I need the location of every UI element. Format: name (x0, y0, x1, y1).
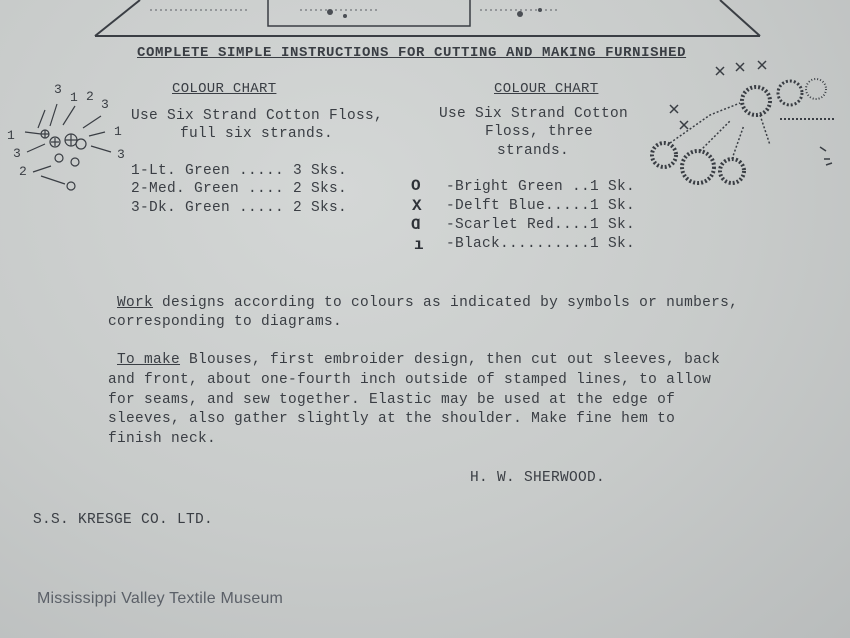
right-chart-item: -Black..........1 Sk. (446, 236, 636, 252)
make-paragraph-line: and front, about one-fourth inch outside of stamped lines, to allow (108, 372, 712, 388)
diagram-number: 1 (7, 128, 16, 143)
right-chart-instruction-2: Floss, three (485, 124, 594, 140)
work-lead: Work (117, 295, 154, 311)
diagram-number: 3 (13, 146, 22, 161)
diagram-number: 2 (86, 89, 95, 104)
line-symbol-icon: ı (414, 236, 424, 254)
make-paragraph-line: finish neck. (108, 431, 217, 447)
diagram-number: 3 (54, 82, 63, 97)
right-chart-title: COLOUR CHART (494, 81, 599, 97)
company-name: S.S. KRESGE CO. LTD. (33, 512, 214, 528)
right-chart-item: -Scarlet Red....1 Sk. (446, 217, 636, 233)
cross-symbol-icon: X (412, 197, 422, 215)
left-chart-item: 3-Dk. Green ..... 2 Sks. (131, 200, 348, 216)
hook-symbol-icon: Ɑ (411, 216, 421, 234)
signature: H. W. SHERWOOD. (470, 470, 606, 486)
diagram-number: 3 (101, 97, 110, 112)
diagram-number: 1 (114, 124, 123, 139)
left-chart-item: 2-Med. Green .... 2 Sks. (131, 181, 348, 197)
right-chart-instruction-3: strands. (497, 143, 570, 159)
work-paragraph-line-1 (117, 295, 738, 311)
left-chart-title: COLOUR CHART (172, 81, 277, 97)
right-chart-item: -Bright Green ..1 Sk. (446, 179, 636, 195)
stitch-diagram (5, 80, 115, 200)
left-chart-instruction-1: Use Six Strand Cotton Floss, (131, 108, 384, 124)
top-border-decoration (0, 0, 850, 40)
cross-stitch-motif (640, 55, 840, 195)
diagram-number: 3 (117, 147, 126, 162)
work-line-1-rest: designs according to colours as indicated by symbols or numbers, (153, 295, 739, 311)
diagram-number: 2 (19, 164, 28, 179)
right-chart-item: -Delft Blue.....1 Sk. (446, 198, 636, 214)
left-chart-item: 1-Lt. Green ..... 3 Sks. (131, 163, 348, 179)
diagram-number: 1 (70, 90, 79, 105)
work-paragraph-line-2: corresponding to diagrams. (108, 314, 343, 330)
make-paragraph-line: sleeves, also gather slightly at the shoulder. Make fine hem to (108, 411, 676, 427)
make-paragraph-line: for seams, and sew together. Elastic may be used at the edge of (108, 392, 676, 408)
make-paragraph-line-1 (117, 352, 720, 368)
right-chart-instruction-1: Use Six Strand Cotton (439, 106, 629, 122)
museum-watermark: Mississippi Valley Textile Museum (37, 590, 284, 607)
left-chart-instruction-2: full six strands. (180, 126, 334, 142)
make-line-1-rest: Blouses, first embroider design, then cut out sleeves, back (180, 352, 721, 368)
make-lead: To make (117, 352, 181, 368)
circle-symbol-icon: O (411, 177, 421, 195)
page-heading: COMPLETE SIMPLE INSTRUCTIONS FOR CUTTING AND MAKING FURNISHED (137, 45, 687, 61)
